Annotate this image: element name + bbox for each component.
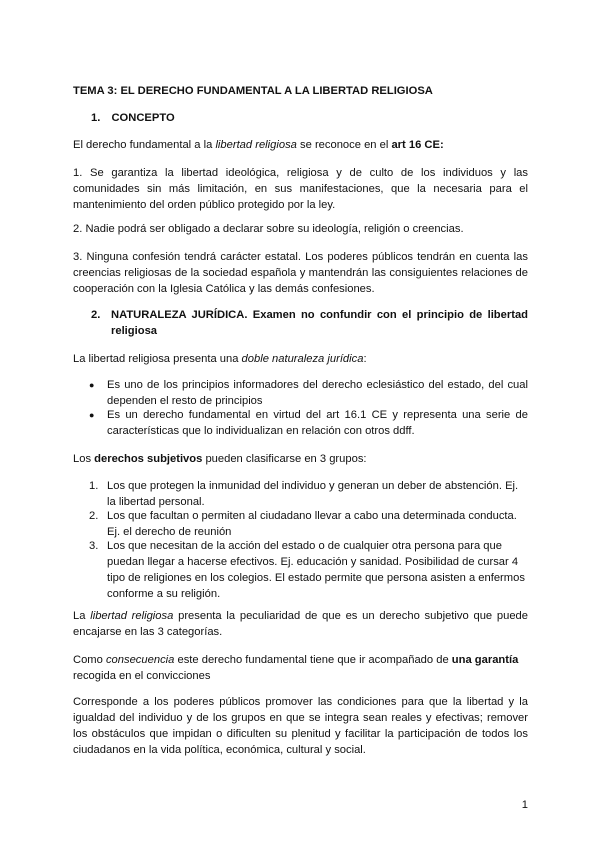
bullet-text-1: Es uno de los principios informadores del derecho eclesiástico del estado, del cual dependen el resto de principios bbox=[107, 379, 528, 407]
art-item-2: 2. Nadie podrá ser obligado a declarar sobre su ideología, religión o creencias. bbox=[73, 223, 464, 235]
subjetivos-text-2: pueden clasificarse en 3 grupos: bbox=[202, 453, 367, 465]
consecuencia-italic: consecuencia bbox=[105, 654, 175, 666]
consecuencia-text-2: este derecho fundamental tiene que ir acompañado de bbox=[174, 654, 452, 666]
section-2-title: NATURALEZA JURÍDICA. Examen no confundir con el principio de libertad religiosa bbox=[111, 309, 528, 337]
art-item-3: 3. Ninguna confesión tendrá carácter estatal. Los poderes públicos tendrán en cuenta las creencias religiosas de la sociedad española y mantendrán las consiguientes relaciones de cooperación con la Iglesia Católica y las demás confesiones. bbox=[73, 251, 528, 295]
intro-paragraph bbox=[73, 137, 528, 153]
bullet-marker: ● bbox=[89, 380, 95, 390]
consecuencia-paragraph bbox=[73, 652, 528, 684]
subjetivos-bold: derechos subjetivos bbox=[94, 453, 203, 465]
naturaleza-paragraph bbox=[73, 351, 528, 367]
section-2-number: 2. bbox=[91, 309, 101, 321]
peculiar-paragraph bbox=[73, 608, 528, 640]
naturaleza-text-2: : bbox=[363, 353, 367, 365]
group-marker-3: 3. bbox=[89, 540, 99, 552]
page-number: 1 bbox=[521, 799, 528, 811]
group-marker-1: 1. bbox=[89, 480, 99, 492]
section-1-number: 1. bbox=[91, 112, 101, 124]
intro-italic: libertad religiosa bbox=[215, 139, 297, 151]
peculiar-italic: libertad religiosa bbox=[90, 610, 174, 622]
section-1-heading bbox=[91, 110, 528, 126]
intro-text-1: El derecho fundamental a la bbox=[73, 139, 216, 151]
peculiar-text-2: presenta la peculiaridad de que es un derecho subjetivo que puede encajarse en las 3 categorías. bbox=[73, 610, 529, 638]
bullet-marker: ● bbox=[89, 410, 95, 420]
groups-list bbox=[73, 478, 528, 598]
consecuencia-bold: una garantía bbox=[451, 654, 519, 666]
subjetivos-paragraph bbox=[73, 451, 528, 467]
intro-text-2: se reconoce en el bbox=[296, 139, 392, 151]
naturaleza-text-1: La libertad religiosa presenta una bbox=[73, 353, 242, 365]
document-title: TEMA 3: EL DERECHO FUNDAMENTAL A LA LIBERTAD RELIGIOSA bbox=[73, 85, 433, 97]
subjetivos-text-1: Los bbox=[73, 453, 95, 465]
consecuencia-text-1: Como bbox=[73, 654, 106, 666]
bullet-list bbox=[73, 377, 528, 447]
group-marker-2: 2. bbox=[89, 510, 99, 522]
intro-bold: art 16 CE: bbox=[391, 139, 444, 151]
section-1-title: CONCEPTO bbox=[111, 112, 175, 124]
naturaleza-italic: doble naturaleza jurídica bbox=[241, 353, 364, 365]
bullet-text-2: Es un derecho fundamental en virtud del art 16.1 CE y representa una serie de características que lo individualizan en relación con otros ddff. bbox=[107, 409, 528, 437]
corresponde-paragraph: Corresponde a los poderes públicos promover las condiciones para que la libertad y la igualdad del individuo y de los grupos en que se integra sean reales y efectivas; remover los obstáculos que impidan o dificulten su plenitud y facilitar la participación de todos los ciudadanos en la vida política, económica, cultural y social. bbox=[73, 696, 528, 756]
group-text-3: Los que necesitan de la acción del estado o de cualquier otra persona para que puedan llegar a hacerse efectivos. Ej. educación y sanidad. Posibilidad de cursar 4 tipo de religiones en los colegios. El estado permite que persona asisten a enfermos conforme a su religión. bbox=[107, 540, 525, 600]
peculiar-text-1: La bbox=[73, 610, 91, 622]
group-text-1: Los que protegen la inmunidad del individuo y generan un deber de abstención. Ej. la libertad personal. bbox=[107, 480, 519, 508]
group-text-2: Los que facultan o permiten al ciudadano llevar a cabo una determinada conducta. Ej. el derecho de reunión bbox=[107, 510, 517, 538]
consecuencia-text-3: recogida en el convicciones bbox=[73, 670, 211, 682]
art-item-1: 1. Se garantiza la libertad ideológica, religiosa y de culto de los individuos y las comunidades sin más limitación, en sus manifestaciones, que la necesaria para el mantenimiento del orden público protegido por la ley. bbox=[73, 167, 528, 211]
section-2-heading bbox=[91, 307, 528, 339]
